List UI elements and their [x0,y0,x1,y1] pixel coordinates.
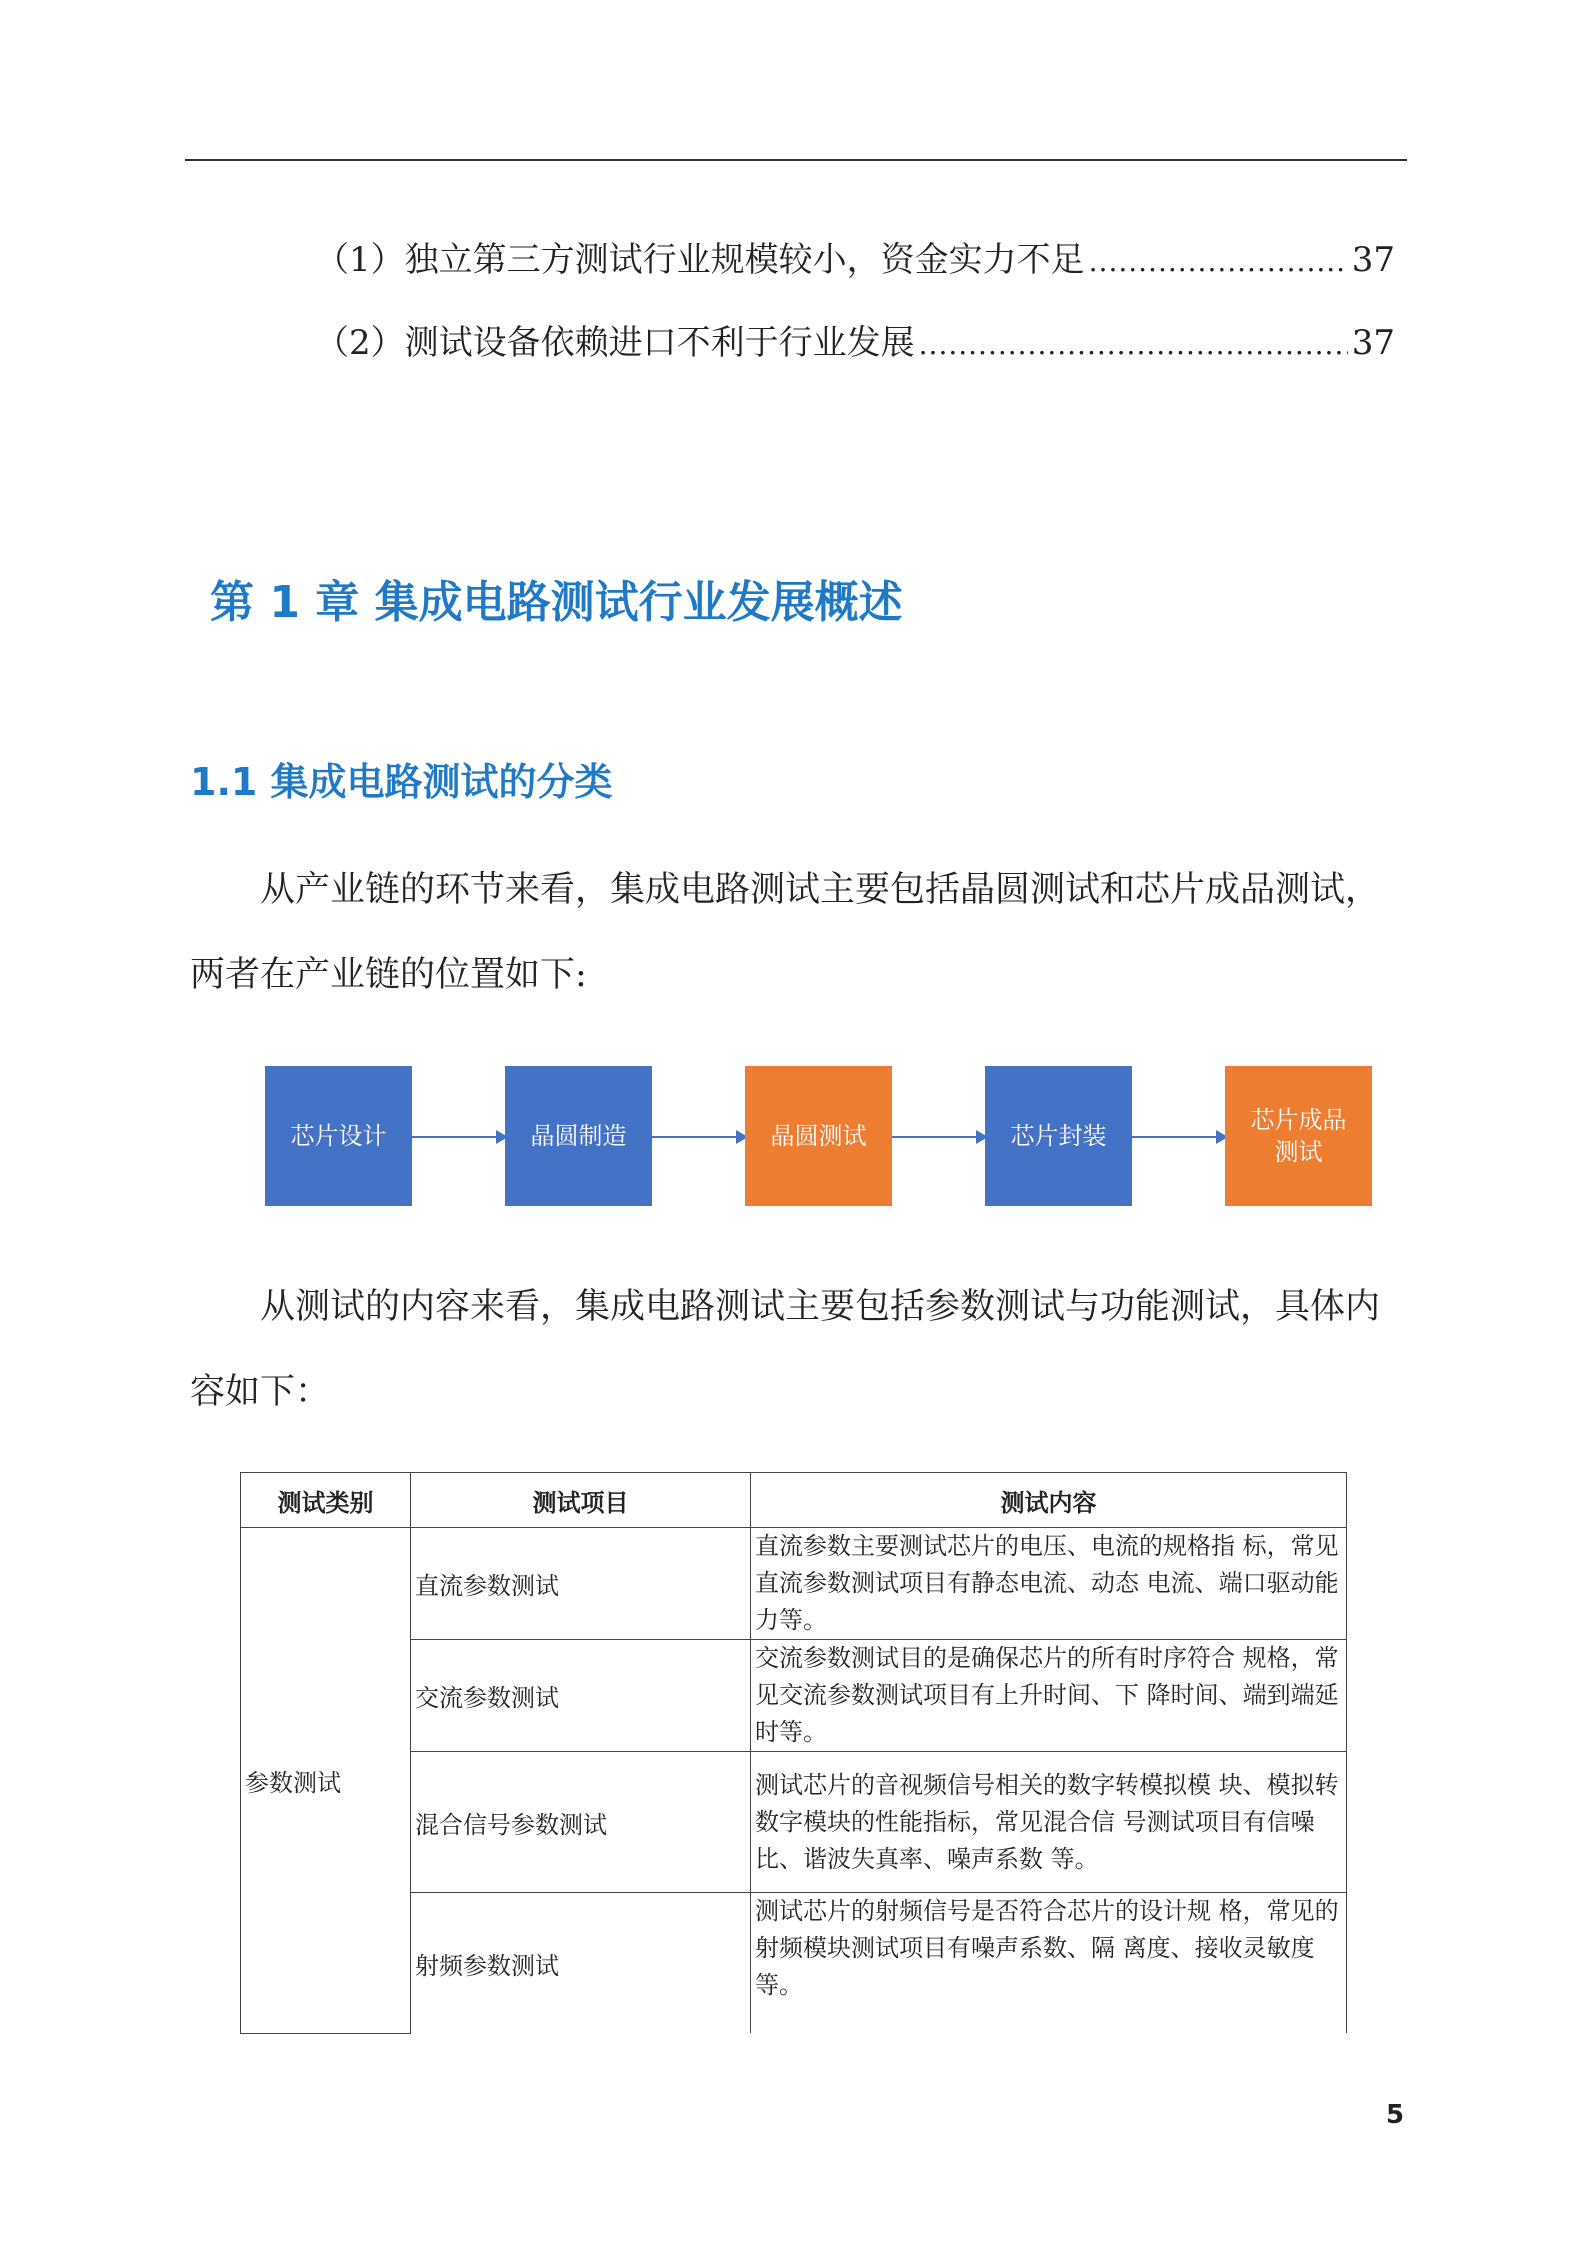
flow-step-wafer-fab: 晶圆制造 [505,1066,652,1206]
table-header-cell: 测试内容 [751,1473,1347,1528]
toc-entry[interactable] [315,315,1395,364]
table-item-cell: 混合信号参数测试 [411,1752,751,1893]
flow-step-chip-design: 芯片设计 [265,1066,412,1206]
table-item-cell: 射频参数测试 [411,1893,751,2034]
toc-entry[interactable] [315,232,1395,281]
table-header-cell: 测试项目 [411,1473,751,1528]
table-content-cell: 测试芯片的射频信号是否符合芯片的设计规 格，常见的射频模块测试项目有噪声系数、隔 离度、接收灵敏度等。 [751,1893,1347,2034]
industry-chain-diagram [265,1066,1373,1208]
table-row [241,1528,1347,1640]
toc-leader-dots [919,328,1348,361]
toc-entry-page: 37 [1351,240,1395,280]
flow-arrow [1132,1136,1226,1138]
page-number: 5 [1386,2100,1405,2130]
table-header-row [241,1473,1347,1528]
toc-entry-title: （2）测试设备依赖进口不利于行业发展 [315,323,915,363]
body-paragraph: 从产业链的环节来看，集成电路测试主要包括晶圆测试和芯片成品测试，两者在产业链的位置如下: [190,870,1381,995]
flow-step-packaging: 芯片封装 [985,1066,1132,1206]
table-content-cell: 直流参数主要测试芯片的电压、电流的规格指 标，常见直流参数测试项目有静态电流、动态 电流、端口驱动能力等。 [751,1528,1347,1640]
body-paragraph: 从测试的内容来看，集成电路测试主要包括参数测试与功能测试，具体内容如下： [190,1287,1381,1412]
table-item-cell: 直流参数测试 [411,1528,751,1640]
toc-entry-page: 37 [1351,323,1395,363]
table-item-cell: 交流参数测试 [411,1640,751,1752]
header-rule [185,159,1407,161]
flow-step-wafer-test: 晶圆测试 [745,1066,892,1206]
toc-leader-dots [1089,245,1348,278]
section-title: 1.1 集成电路测试的分类 [190,760,613,804]
flow-arrow [412,1136,506,1138]
flow-arrow [892,1136,986,1138]
flow-step-final-test: 芯片成品 测试 [1225,1066,1372,1206]
table-content-cell: 测试芯片的音视频信号相关的数字转模拟模 块、模拟转数字模块的性能指标，常见混合信 号测试项目有信噪比、谐波失真率、噪声系数 等。 [751,1752,1347,1893]
flow-arrow [652,1136,746,1138]
table-category-cell: 参数测试 [241,1528,411,2034]
table-header-cell: 测试类别 [241,1473,411,1528]
table-content-cell: 交流参数测试目的是确保芯片的所有时序符合 规格，常见交流参数测试项目有上升时间、下 降时间、端到端延时等。 [751,1640,1347,1752]
chapter-title: 第 1 章 集成电路测试行业发展概述 [210,577,903,628]
toc-entry-title: （1）独立第三方测试行业规模较小，资金实力不足 [315,240,1085,280]
test-classification-table [240,1472,1347,2034]
